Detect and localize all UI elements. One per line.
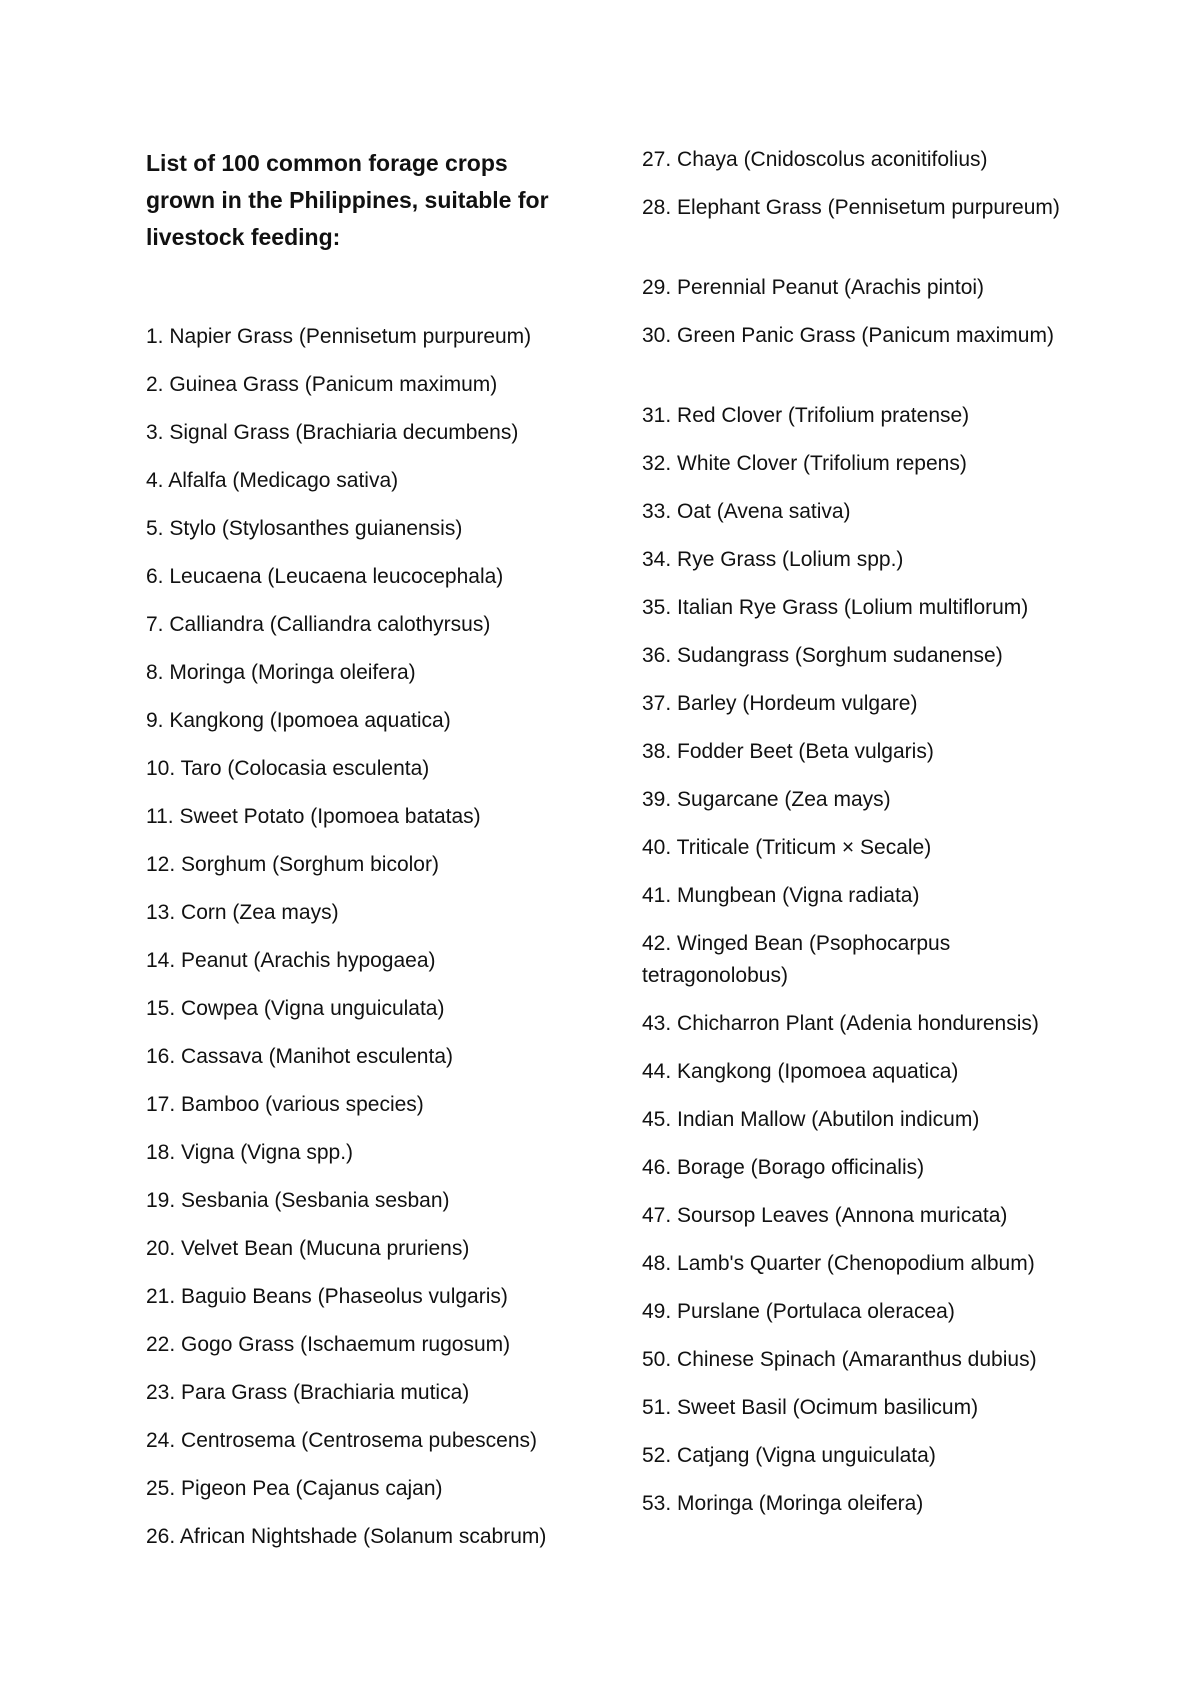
list-item (146, 1521, 586, 1553)
list-item-text: 34. Rye Grass (Lolium spp.) (642, 548, 904, 571)
list-item (642, 1344, 1082, 1376)
list-item (642, 928, 1082, 992)
list-item (642, 1248, 1082, 1280)
list-item (642, 448, 1082, 480)
list-item-text: 2. Guinea Grass (Panicum maximum) (146, 373, 498, 396)
list-item-text: 44. Kangkong (Ipomoea aquatica) (642, 1060, 959, 1083)
list-item-text: 9. Kangkong (Ipomoea aquatica) (146, 709, 451, 732)
list-item (146, 1473, 586, 1505)
list-item (642, 736, 1082, 768)
list-item-text: 10. Taro (Colocasia esculenta) (146, 757, 430, 780)
list-item (146, 1377, 586, 1409)
list-item-text: 11. Sweet Potato (Ipomoea batatas) (146, 805, 481, 828)
list-item (642, 592, 1082, 624)
list-item-text: 28. Elephant Grass (Pennisetum purpureum) (642, 196, 1060, 219)
list-item (146, 1425, 586, 1457)
list-item (642, 880, 1082, 912)
list-item-text: 53. Moringa (Moringa oleifera) (642, 1492, 924, 1515)
list-item-text: 17. Bamboo (various species) (146, 1093, 424, 1116)
list-item (642, 1200, 1082, 1232)
list-item-text: 1. Napier Grass (Pennisetum purpureum) (146, 325, 532, 348)
list-item (146, 1041, 586, 1073)
list-item-text: 42. Winged Bean (Psophocarpus tetragonolobus) (642, 932, 951, 987)
list-item-text: 51. Sweet Basil (Ocimum basilicum) (642, 1396, 979, 1419)
list-item-text: 46. Borage (Borago officinalis) (642, 1156, 925, 1179)
list-item (642, 640, 1082, 672)
list-item (642, 784, 1082, 816)
list-item-text: 49. Purslane (Portulaca oleracea) (642, 1300, 955, 1323)
list-item-text: 20. Velvet Bean (Mucuna pruriens) (146, 1237, 470, 1260)
list-item (146, 1329, 586, 1361)
list-item (642, 1056, 1082, 1088)
list-item-text: 40. Triticale (Triticum × Secale) (642, 836, 932, 859)
list-item (146, 1089, 586, 1121)
list-item (146, 993, 586, 1025)
list-item (146, 369, 586, 401)
list-item (642, 320, 1082, 352)
list-item (642, 688, 1082, 720)
list-item (146, 1185, 586, 1217)
list-item-text: 48. Lamb's Quarter (Chenopodium album) (642, 1252, 1035, 1275)
list-item-text: 41. Mungbean (Vigna radiata) (642, 884, 920, 907)
list-item (642, 192, 1082, 224)
list-item (146, 321, 586, 353)
list-item (146, 1281, 586, 1313)
list-item-text: 35. Italian Rye Grass (Lolium multiflorum) (642, 596, 1029, 619)
list-item (642, 144, 1082, 176)
list-item (642, 832, 1082, 864)
list-item-text: 45. Indian Mallow (Abutilon indicum) (642, 1108, 980, 1131)
list-item (146, 1233, 586, 1265)
list-item-text: 13. Corn (Zea mays) (146, 901, 339, 924)
list-item-text: 23. Para Grass (Brachiaria mutica) (146, 1381, 470, 1404)
list-item-text: 6. Leucaena (Leucaena leucocephala) (146, 565, 504, 588)
document-title: List of 100 common forage crops grown in the Philippines, suitable for livestock feeding: (146, 150, 549, 250)
list-item (642, 544, 1082, 576)
list-item-text: 19. Sesbania (Sesbania sesban) (146, 1189, 450, 1212)
list-item (146, 657, 586, 689)
list-item-text: 7. Calliandra (Calliandra calothyrsus) (146, 613, 491, 636)
list-item (642, 1152, 1082, 1184)
list-item (146, 513, 586, 545)
list-item-text: 24. Centrosema (Centrosema pubescens) (146, 1429, 538, 1452)
list-item (146, 417, 586, 449)
list-item (642, 1008, 1082, 1040)
list-item (146, 705, 586, 737)
list-item (146, 1137, 586, 1169)
list-item-text: 27. Chaya (Cnidoscolus aconitifolius) (642, 148, 988, 171)
list-item-text: 25. Pigeon Pea (Cajanus cajan) (146, 1477, 443, 1500)
list-item (642, 496, 1082, 528)
list-item-text: 16. Cassava (Manihot esculenta) (146, 1045, 453, 1068)
list-item (642, 1104, 1082, 1136)
list-item (642, 1488, 1082, 1520)
list-item-text: 18. Vigna (Vigna spp.) (146, 1141, 354, 1164)
list-item (642, 1392, 1082, 1424)
list-item (146, 609, 586, 641)
list-item-text: 39. Sugarcane (Zea mays) (642, 788, 891, 811)
list-item (146, 753, 586, 785)
list-item-text: 47. Soursop Leaves (Annona muricata) (642, 1204, 1008, 1227)
list-item (146, 849, 586, 881)
list-item-text: 29. Perennial Peanut (Arachis pintoi) (642, 276, 985, 299)
list-item-text: 14. Peanut (Arachis hypogaea) (146, 949, 436, 972)
list-item-text: 22. Gogo Grass (Ischaemum rugosum) (146, 1333, 511, 1356)
list-item (146, 801, 586, 833)
list-item (642, 1296, 1082, 1328)
list-item-text: 37. Barley (Hordeum vulgare) (642, 692, 918, 715)
list-item-text: 21. Baguio Beans (Phaseolus vulgaris) (146, 1285, 508, 1308)
list-item-text: 3. Signal Grass (Brachiaria decumbens) (146, 421, 519, 444)
list-item-text: 33. Oat (Avena sativa) (642, 500, 851, 523)
list-item-text: 31. Red Clover (Trifolium pratense) (642, 404, 970, 427)
list-item-text: 38. Fodder Beet (Beta vulgaris) (642, 740, 934, 763)
list-item-text: 52. Catjang (Vigna unguiculata) (642, 1444, 936, 1467)
list-item-text: 43. Chicharron Plant (Adenia hondurensis) (642, 1012, 1039, 1035)
list-item-text: 36. Sudangrass (Sorghum sudanense) (642, 644, 1003, 667)
list-item-text: 32. White Clover (Trifolium repens) (642, 452, 967, 475)
list-item (642, 1440, 1082, 1472)
list-item-text: 50. Chinese Spinach (Amaranthus dubius) (642, 1348, 1037, 1371)
list-item (146, 897, 586, 929)
list-item (642, 400, 1082, 432)
list-item (146, 465, 586, 497)
list-item-text: 12. Sorghum (Sorghum bicolor) (146, 853, 439, 876)
list-item (146, 945, 586, 977)
list-item (642, 272, 1082, 304)
list-item-text: 15. Cowpea (Vigna unguiculata) (146, 997, 445, 1020)
list-item-text: 30. Green Panic Grass (Panicum maximum) (642, 324, 1054, 347)
list-item-text: 26. African Nightshade (Solanum scabrum) (146, 1525, 547, 1548)
list-item-text: 4. Alfalfa (Medicago sativa) (146, 469, 399, 492)
list-item-text: 5. Stylo (Stylosanthes guianensis) (146, 517, 463, 540)
list-item (146, 561, 586, 593)
list-item-text: 8. Moringa (Moringa oleifera) (146, 661, 416, 684)
